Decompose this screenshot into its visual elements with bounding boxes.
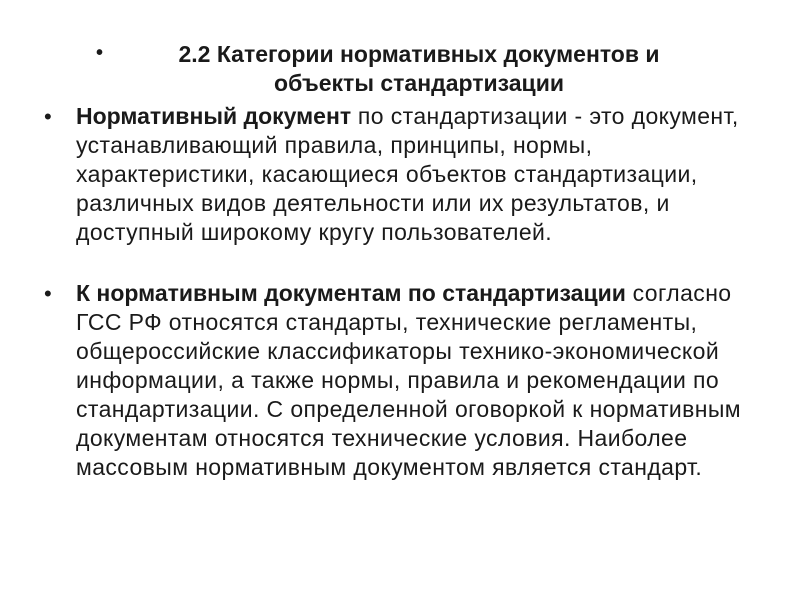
paragraph-bold-lead: Нормативный документ: [76, 103, 352, 129]
paragraph-text: [76, 102, 764, 247]
bullet-paragraph-definition: [44, 102, 764, 247]
title-line-2: объекты стандартизации: [274, 70, 564, 96]
paragraph-body: согласно ГСС РФ относятся стандарты, технические регламенты, общероссийские классификаторы технико-экономической информации, а также нормы, правила и рекомендации по стандартизации. С определенной оговоркой к нормативным документам относятся технические условия. Наиболее массовым нормативным документом является стандарт.: [76, 280, 741, 480]
paragraph-text: [76, 279, 764, 482]
bullet-paragraph-types: [44, 279, 764, 482]
page-title: [134, 40, 704, 98]
paragraph-body: по стандартизации - это документ, устанавливающий правила, принципы, нормы, характеристики, касающиеся объектов стандартизации, различных видов деятельности или их результатов, и доступный широкому кругу пользователей.: [76, 103, 739, 245]
bullet-icon: •: [44, 104, 52, 129]
bullet-icon: •: [44, 281, 52, 306]
paragraph-bold-lead: К нормативным документам по стандартизации: [76, 280, 626, 306]
bullet-icon: •: [96, 42, 104, 64]
title-line-1: 2.2 Категории нормативных документов и: [178, 41, 660, 67]
slide-title: [96, 40, 736, 98]
